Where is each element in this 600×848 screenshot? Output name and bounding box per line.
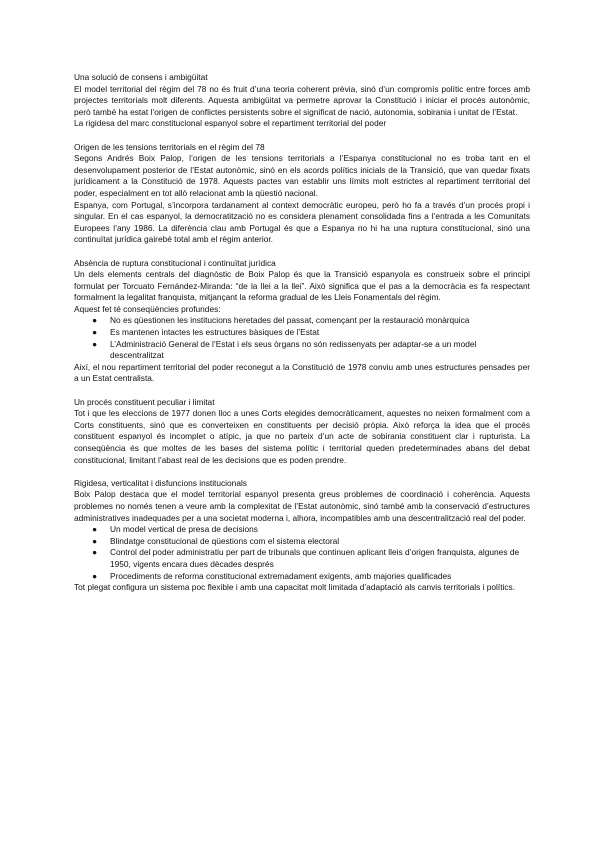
list-item-text: Blindatge constitucional de qüestions com el sistema electoral xyxy=(110,535,340,546)
list-item-text: Control del poder administratiu per part de tribunals que continuen aplicant lleis d’origen franquista, algunes de 1950, vigents encara dues dècades després xyxy=(110,547,520,569)
list-item xyxy=(92,535,530,548)
section-rigidesa xyxy=(74,478,530,594)
paragraph: Així, el nou repartiment territorial del poder reconegut a la Constitució de 1978 conviu amb unes estructures pensades per a un Estat centralista. xyxy=(74,361,530,384)
section-heading: Origen de les tensions territorials en el règim del 78 xyxy=(74,141,265,152)
list-item xyxy=(92,338,530,362)
list-item xyxy=(92,524,530,536)
list-item xyxy=(92,570,530,583)
bullet-icon: ● xyxy=(92,338,98,349)
section-heading: Absència de ruptura constitucional i continuïtat jurídica xyxy=(74,257,276,268)
list-item-text: L’Administració General de l’Estat i els seus òrgans no són redissenyats per adaptar-se a un model descentralitzat xyxy=(110,338,477,361)
list-item-text: Un model vertical de presa de decisions xyxy=(110,524,258,535)
bullet-list xyxy=(74,524,530,582)
paragraph: Segons Andrés Boix Palop, l’origen de les tensions territorials a l’Espanya constitucional no es troba tant en el desenvolupament posterior de l’Estat autonòmic, sinó en els acords polítics inicials de la Transició, que van quedar fixats jurídicament a la Constitució de 1978. Aquests pactes van establir uns límits molt estrictes al repartiment territorial del poder, especialment en tot allò relacionat amb la qüestió nacional. xyxy=(74,153,530,198)
section-heading: Rigidesa, verticalitat i disfuncions institucionals xyxy=(74,477,247,488)
list-item xyxy=(92,315,530,327)
paragraph: Tot plegat configura un sistema poc flexible i amb una capacitat molt limitada d’adaptació als canvis territorials i polítics. xyxy=(74,582,516,593)
list-item-text: Procediments de reforma constitucional extremadament exigents, amb majories qualificades xyxy=(110,570,452,581)
section-origen xyxy=(74,142,530,246)
paragraph: Un dels elements centrals del diagnòstic de Boix Palop és que la Transició espanyola es construeix sobre el principi formulat per Torcuato Fernández-Miranda: “de la llei a la llei”. Això significa que el pas a la democràcia es fa respectant formalment la legalitat franquista, mitjançant la reforma gradual de les Lleis Fonamentals del règim. xyxy=(74,269,530,303)
bullet-list xyxy=(74,315,530,361)
list-item xyxy=(92,327,530,339)
paragraph: El model territorial del règim del 78 no és fruit d’una teoria coherent prèvia, sinó d’un compromís polític entre forces amb projectes territorials molt diferents. Aquesta ambigüitat va permetre aprovar la Constitució i iniciar el procés autonòmic, però també ha estat l’origen de conflictes persistents sobre el significat de nació, autonomia, sobirania i unitat de l’Estat. xyxy=(74,83,530,117)
paragraph: Tot i que les eleccions de 1977 donen lloc a unes Corts elegides democràticament, aquestes no neixen formalment com a Corts constituents, sinó que es converteixen en constituents per decisió pròpia. Això reforça la idea que el procés constituent espanyol és incomplet o atípic, ja que no parteix d’un acte de sobirania constituent clar i rupturista. La conseqüència és que moltes de les bases del sistema polític i territorial queden predeterminades abans del debat constitucional, limitant l’abast real de les decisions que es poden prendre. xyxy=(74,408,530,465)
list-item-text: Es mantenen intactes les estructures bàsiques de l’Estat xyxy=(110,327,320,338)
section-consens xyxy=(74,72,530,130)
section-absencia-ruptura xyxy=(74,258,530,386)
bullet-icon: ● xyxy=(92,315,98,326)
section-proces-constituent xyxy=(74,397,530,467)
section-heading: Un procés constituent peculiar i limitat xyxy=(74,396,215,407)
paragraph: La rigidesa del marc constitucional espanyol sobre el repartiment territorial del poder xyxy=(74,118,387,129)
paragraph: Aquest fet té conseqüències profundes: xyxy=(74,303,221,314)
bullet-icon: ● xyxy=(92,524,98,535)
bullet-icon: ● xyxy=(92,535,98,546)
section-heading: Una solució de consens i ambigüitat xyxy=(74,72,208,82)
bullet-icon: ● xyxy=(92,570,98,581)
paragraph: Espanya, com Portugal, s’incorpora tardanament al context democràtic europeu, però ho fa a través d’un procés propi i singular. En el cas espanyol, la democratització no es considera plenament consolidada fins a l’entrada a les Comunitats Europees l’any 1986. La diferència clau amb Portugal és que a Espanya no hi ha una ruptura constitucional, sinó una continuïtat jurídica gairebé total amb el règim anterior. xyxy=(74,199,530,245)
paragraph: Boix Palop destaca que el model territorial espanyol presenta greus problemes de coordinació i coherència. Aquests problemes no només tenen a veure amb la complexitat de l’Estat autonòmic, sinó també amb la conservació d’estructures administratives inadequades per a una societat moderna i, alhora, incompatibles amb una descentralització real del poder. xyxy=(74,489,530,523)
list-item-text: No es qüestionen les institucions heretades del passat, començant per la restauració monàrquica xyxy=(110,315,470,326)
list-item xyxy=(92,547,530,570)
bullet-icon: ● xyxy=(92,327,98,338)
bullet-icon: ● xyxy=(92,547,98,558)
